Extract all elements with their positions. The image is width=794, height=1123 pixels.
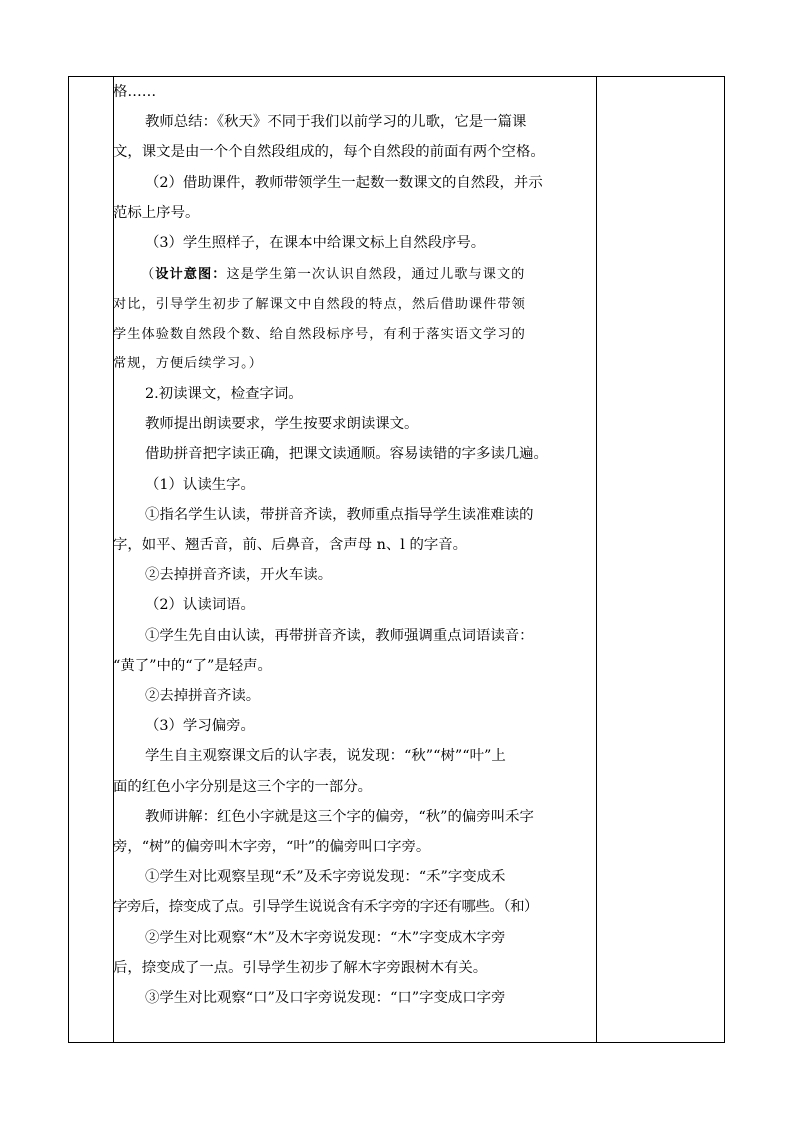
design-intent-text: 这是学生第一次认识自然段，通过儿歌与课文的 bbox=[226, 267, 526, 282]
text-line: （3）学习偏旁。 bbox=[145, 718, 255, 734]
text-line: “黄了”中的“了”是轻声。 bbox=[113, 658, 272, 674]
text-line: ②去掉拼音齐读，开火车读。 bbox=[145, 567, 333, 583]
text-line: ③学生对比观察“口”及口字旁说发现：“口”字变成口字旁 bbox=[145, 990, 506, 1006]
text-line: 后，捺变成了一点。引导学生初步了解木字旁跟树木有关。 bbox=[113, 960, 488, 976]
text-line: 格…… bbox=[113, 84, 157, 100]
design-intent-note: （设计意图：这是学生第一次认识自然段，通过儿歌与课文的 bbox=[141, 267, 526, 282]
design-intent-line: 对比，引导学生初步了解课文中自然段的特点，然后借助课件带领 bbox=[113, 297, 526, 312]
lesson-table bbox=[68, 76, 725, 1043]
design-intent-line: 学生体验数自然段个数、给自然段标序号，有利于落实语文学习的 bbox=[113, 327, 526, 342]
section-heading: 2.初读课文，检查字词。 bbox=[145, 386, 303, 402]
text-line: 面的红色小字分别是这三个字的一部分。 bbox=[113, 779, 373, 795]
text-line: 教师讲解：红色小字就是这三个字的偏旁，“秋”的偏旁叫禾字 bbox=[145, 809, 534, 825]
text-line: ②去掉拼音齐读。 bbox=[145, 688, 261, 704]
text-line: 借助拼音把字读正确，把课文读通顺。容易读错的字多读几遍。 bbox=[145, 446, 548, 462]
column-divider-2 bbox=[596, 77, 597, 1042]
text-line: 字，如平、翘舌音，前、后鼻音，含声母 n、l 的字音。 bbox=[113, 537, 468, 553]
text-line: 旁，“树”的偏旁叫木字旁，“叶”的偏旁叫口字旁。 bbox=[113, 839, 431, 855]
text-line: 教师提出朗读要求，学生按要求朗读课文。 bbox=[145, 416, 419, 432]
text-line: （1）认读生字。 bbox=[145, 477, 255, 493]
column-divider-1 bbox=[113, 77, 114, 1042]
text-line: ②学生对比观察“木”及木字旁说发现：“木”字变成木字旁 bbox=[145, 930, 506, 946]
text-line: ①学生对比观察呈现“禾”及禾字旁说发现：“禾”字变成禾 bbox=[145, 869, 506, 885]
text-line: （3）学生照样子，在课本中给课文标上自然段序号。 bbox=[145, 235, 486, 251]
text-line: （2）借助课件，教师带领学生一起数一数课文的自然段，并示 bbox=[145, 175, 543, 191]
text-line: 文，课文是由一个个自然段组成的，每个自然段的前面有两个空格。 bbox=[113, 144, 545, 160]
design-intent-line: 常规，方便后续学习。） bbox=[113, 356, 264, 371]
text-line: 教师总结：《秋天》不同于我们以前学习的儿歌，它是一篇课 bbox=[145, 114, 527, 130]
text-line: 范标上序号。 bbox=[113, 205, 200, 221]
text-line: ①指名学生认读，带拼音齐读，教师重点指导学生读准难读的 bbox=[145, 507, 534, 523]
text-line: ①学生先自由认读，再带拼音齐读，教师强调重点词语读音： bbox=[145, 628, 534, 644]
design-intent-label: 设计意图： bbox=[155, 267, 227, 282]
text-line: （2）认读词语。 bbox=[145, 597, 255, 613]
text-line: 学生自主观察课文后的认字表，说发现：“秋”“树”“叶”上 bbox=[145, 748, 506, 764]
text-line: 字旁后，捺变成了点。引导学生说说含有禾字旁的字还有哪些。（和） bbox=[113, 899, 538, 915]
